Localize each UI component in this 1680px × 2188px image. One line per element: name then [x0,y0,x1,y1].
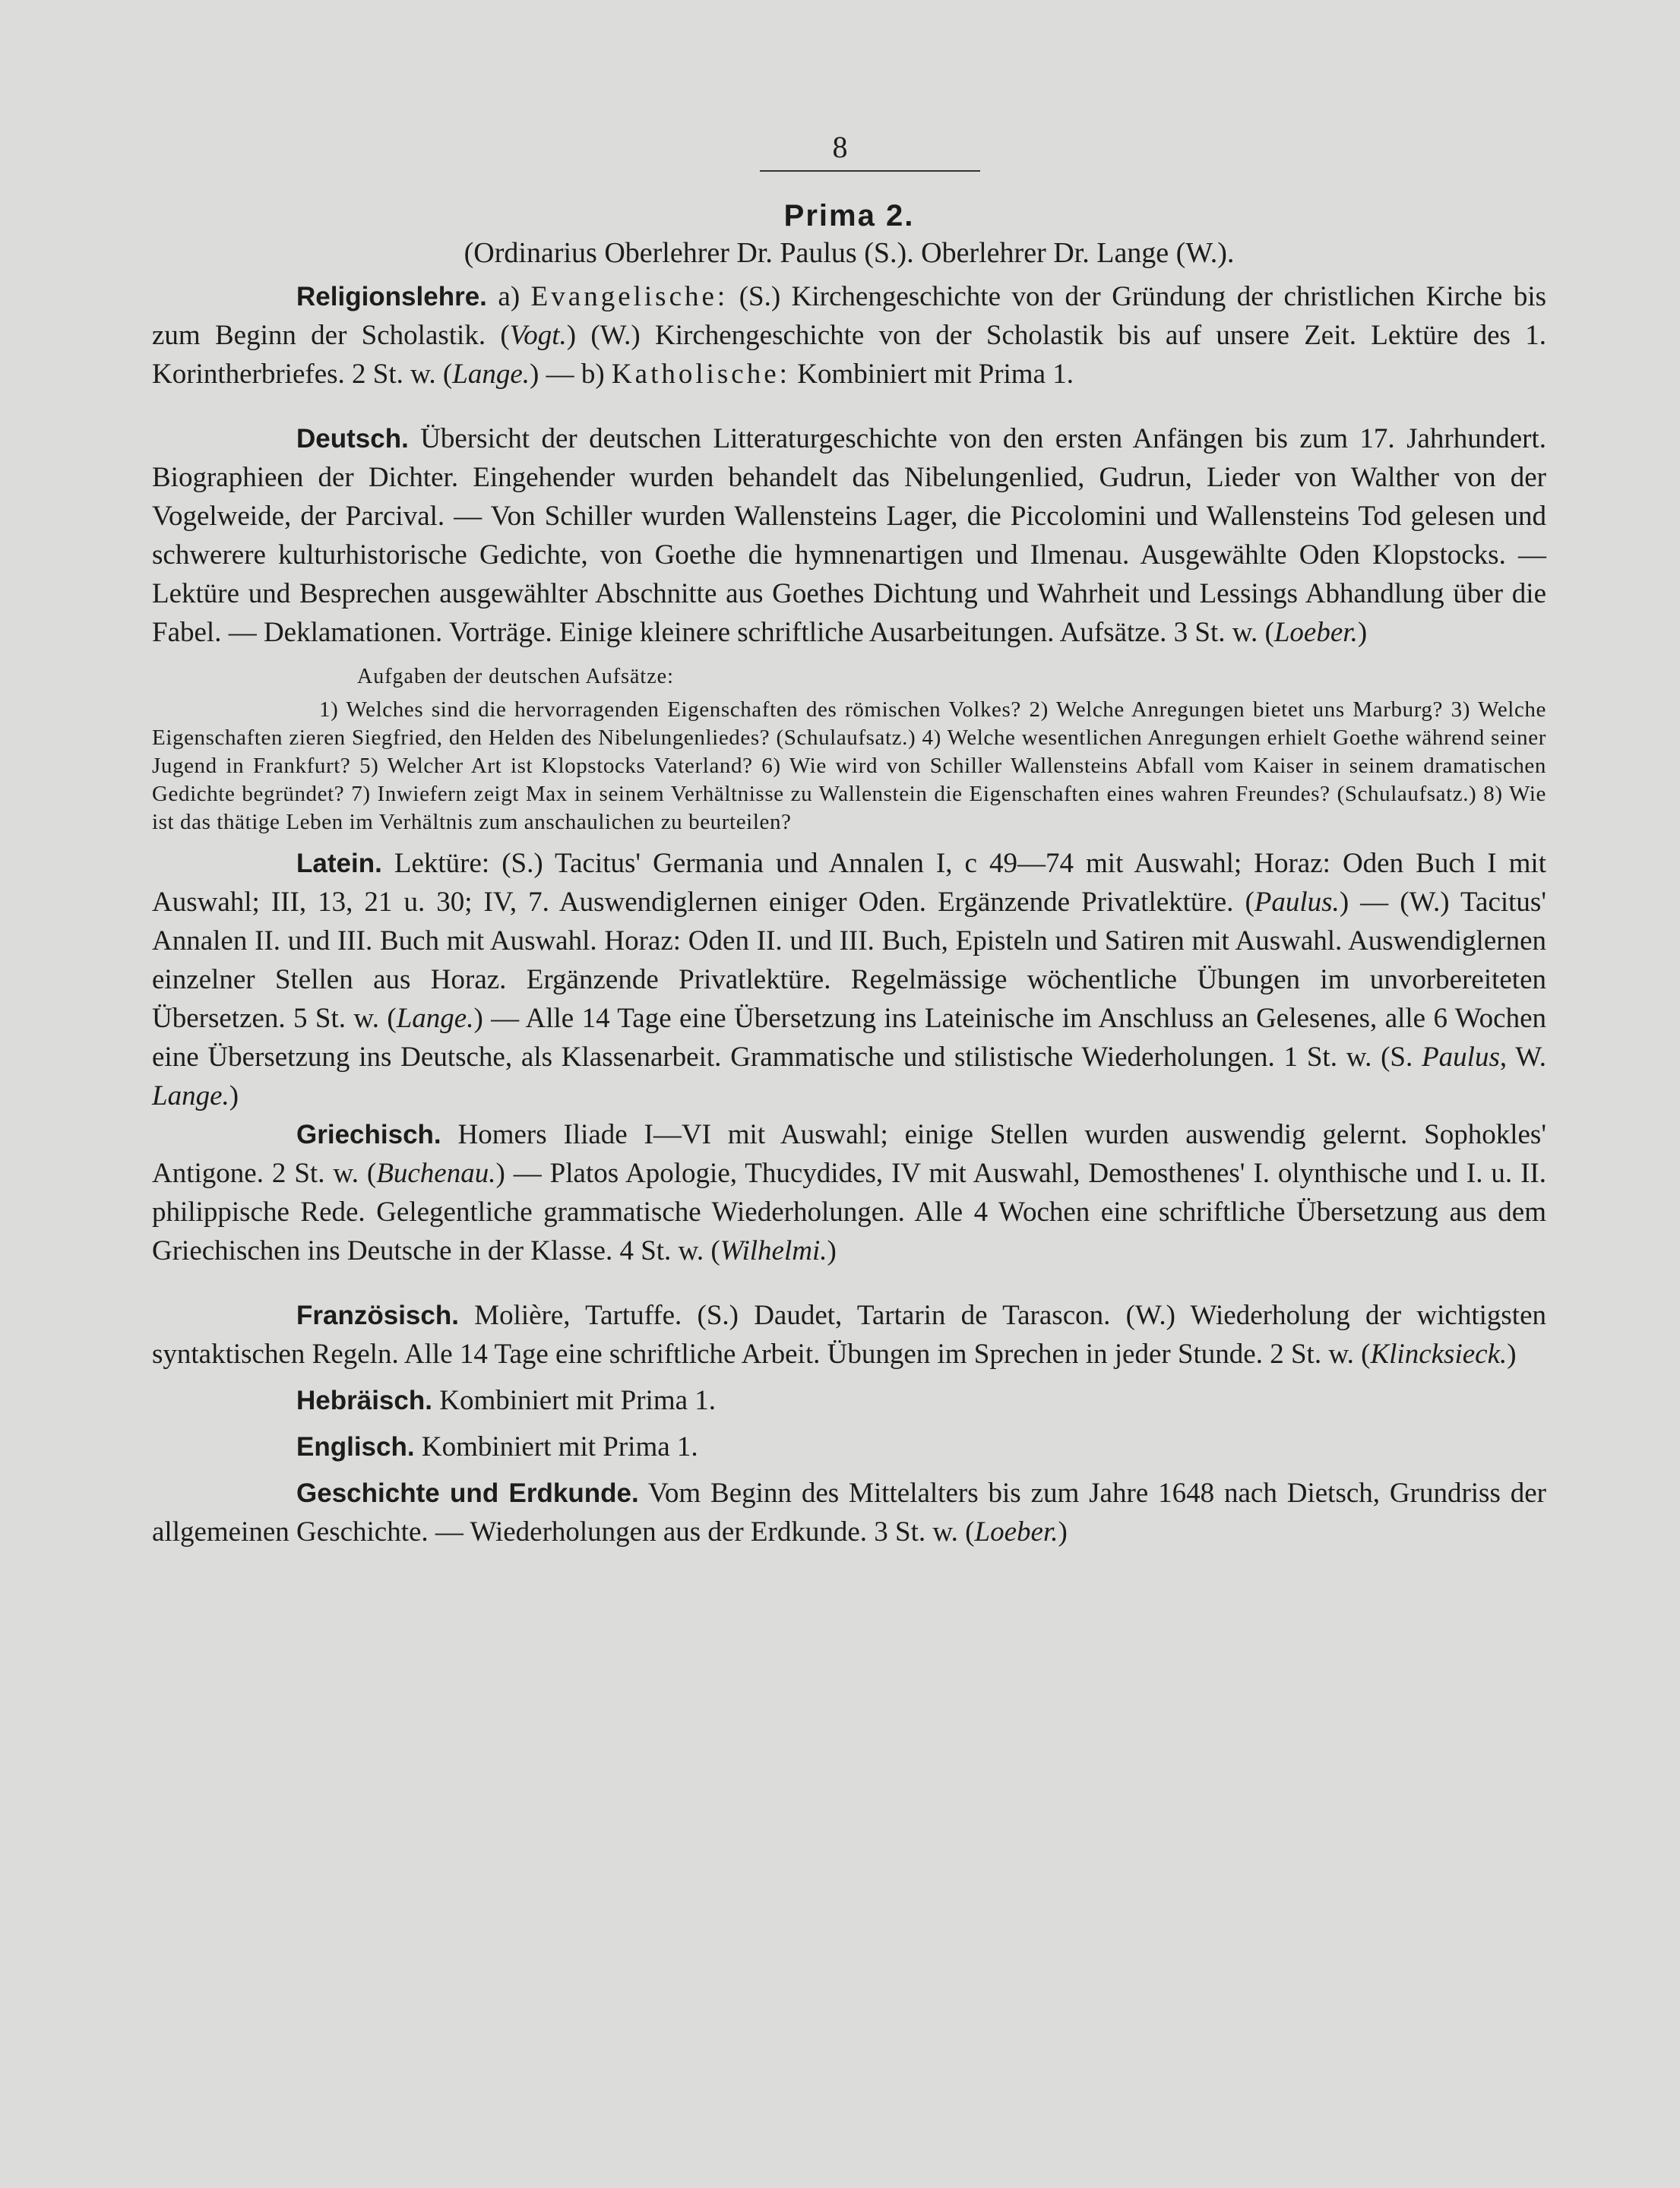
section-religion: Religionslehre. a) Evangelische: (S.) Kirchengeschichte von der Gründung der christlichen Kirche bis zum Beginn der Scholastik. (Vogt.) (W.) Kirchengeschichte von der Scholastik bis auf unsere Zeit. Lektüre des 1. Korintherbriefes. 2 St. w. (Lange.) — b) Katholische: Kombiniert mit Prima 1. [152,281,1547,390]
teacher-vogt: Vogt. [509,320,567,351]
section-geschichte: Geschichte und Erdkunde. Vom Beginn des Mittelalters bis zum Jahre 1648 nach Dietsch, Grundriss der allgemeinen Geschichte. — Wiederholungen aus der Erdkunde. 3 St. w. (Loeber.) [152,1478,1546,1548]
teacher-paulus: Paulus. [1254,887,1340,918]
teacher-lange: Lange. [152,1080,229,1111]
teacher-loeber: Loeber. [1273,617,1358,648]
teacher-paulus: Paulus [1422,1042,1500,1073]
teacher-buchenau: Buchenau. [376,1158,496,1189]
aufgaben-title: Aufgaben der deutschen Aufsätze: [357,665,674,688]
teacher-klincksieck: Klincksieck. [1370,1339,1508,1370]
section-hebraeisch: Hebräisch. Kombiniert mit Prima 1. [296,1385,717,1416]
teacher-wilhelmi: Wilhelmi. [720,1235,827,1266]
page-number: 8 [832,130,848,164]
teacher-loeber: Loeber. [974,1516,1058,1548]
heading-deutsch: Deutsch. [296,424,409,454]
section-griechisch: Griechisch. Homers Iliade I—VI mit Auswahl; einige Stellen wurden auswendig gelernt. Sophokles' Antigone. 2 St. w. (Buchenau.) — Platos Apologie, Thucydides, IV mit Auswahl, Demosthenes' I. olynthische und I. u. II. philippische Rede. Gelegentliche grammatische Wiederholungen. Alle 4 Wochen eine schriftliche Übersetzung aus dem Griechischen ins Deutsche in der Klasse. 4 St. w. (Wilhelmi.) [152,1119,1546,1266]
heading-franzoesisch: Französisch. [296,1301,459,1330]
heading-hebraeisch: Hebräisch. [296,1386,432,1415]
class-subtitle: (Ordinarius Oberlehrer Dr. Paulus (S.). Oberlehrer Dr. Lange (W.). [464,237,1235,269]
heading-englisch: Englisch. [296,1432,415,1462]
heading-latein: Latein. [296,849,382,878]
teacher-lange: Lange. [452,359,530,390]
teacher-lange: Lange. [396,1003,474,1034]
term-evangelische: Evangelische: [530,281,729,312]
page-content [152,199,1546,1551]
heading-religion: Religionslehre. [296,282,487,311]
term-katholische: Katholische: [611,359,790,390]
section-englisch: Englisch. Kombiniert mit Prima 1. [296,1431,698,1462]
heading-griechisch: Griechisch. [296,1120,441,1149]
section-franzoesisch: Französisch. Molière, Tartuffe. (S.) Daudet, Tartarin de Tarascon. (W.) Wiederholung der wichtigsten syntaktischen Regeln. Alle 14 Tage eine schriftliche Arbeit. Übungen im Sprechen in jeder Stunde. 2 St. w. (Klincksieck.) [152,1300,1546,1370]
header-rule [760,170,980,172]
aufgaben-list: 1) Welches sind die hervorragenden Eigenschaften des römischen Volkes? 2) Welche Anregungen bietet uns Marburg? 3) Welche Eigenschaften zieren Siegfried, den Helden des Nibelungenliedes? (Schulaufsatz.) 4) Welche wesentlichen Anregungen erhielt Goethe während seiner Jugend in Frankfurt? 5) Welcher Art ist Klopstocks Vaterland? 6) Wie wird von Schiller Wallensteins Abfall vom Kaiser in seinem dramatischen Gedichte begründet? 7) Inwiefern zeigt Max in seinem Verhältnisse zu Wallenstein die Eigenschaften eines wahren Freundes? (Schulaufsatz.) 8) Wie ist das thätige Leben im Verhältnis zum anschaulichen zu beurteilen? [152,697,1546,834]
heading-geschichte: Geschichte und Erdkunde. [296,1478,639,1508]
section-deutsch: Deutsch. Übersicht der deutschen Litteraturgeschichte von den ersten Anfängen bis zum 17. Jahrhundert. Biographieen der Dichter. Eingehender wurden behandelt das Nibelungenlied, Gudrun, Lieder von Walther von der Vogelweide, der Parcival. — Von Schiller wurden Wallensteins Lager, die Piccolomini und Wallensteins Tod gelesen und schwerere kulturhistorische Gedichte, von Goethe die hymnenartigen und Ilmenau. Ausgewählte Oden Klopstocks. — Lektüre und Besprechen ausgewählter Abschnitte aus Goethes Dichtung und Wahrheit und Lessings Abhandlung über die Fabel. — Deklamationen. Vorträge. Einige kleinere schriftliche Ausarbeitungen. Aufsätze. 3 St. w. (Loeber.) [152,423,1546,648]
class-title: Prima 2. [783,199,915,232]
section-latein: Latein. Lektüre: (S.) Tacitus' Germania und Annalen I, c 49—74 mit Auswahl; Horaz: Oden Buch I mit Auswahl; III, 13, 21 u. 30; IV, 7. Auswendiglernen einiger Oden. Ergänzende Privatlektüre. (Paulus.) — (W.) Tacitus' Annalen II. und III. Buch mit Auswahl. Horaz: Oden II. und III. Buch, Episteln und Satiren mit Auswahl. Auswendiglernen einzelner Stellen aus Horaz. Ergänzende Privatlektüre. Regelmässige wöchentliche Übungen im unvorbereiteten Übersetzen. 5 St. w. (Lange.) — Alle 14 Tage eine Übersetzung ins Lateinische im Anschluss an Gelesenes, alle 6 Wochen eine Übersetzung ins Deutsche, als Klassenarbeit. Grammatische und stilistische Wiederholungen. 1 St. w. (S. Paulus, W. Lange.) [152,848,1546,1111]
